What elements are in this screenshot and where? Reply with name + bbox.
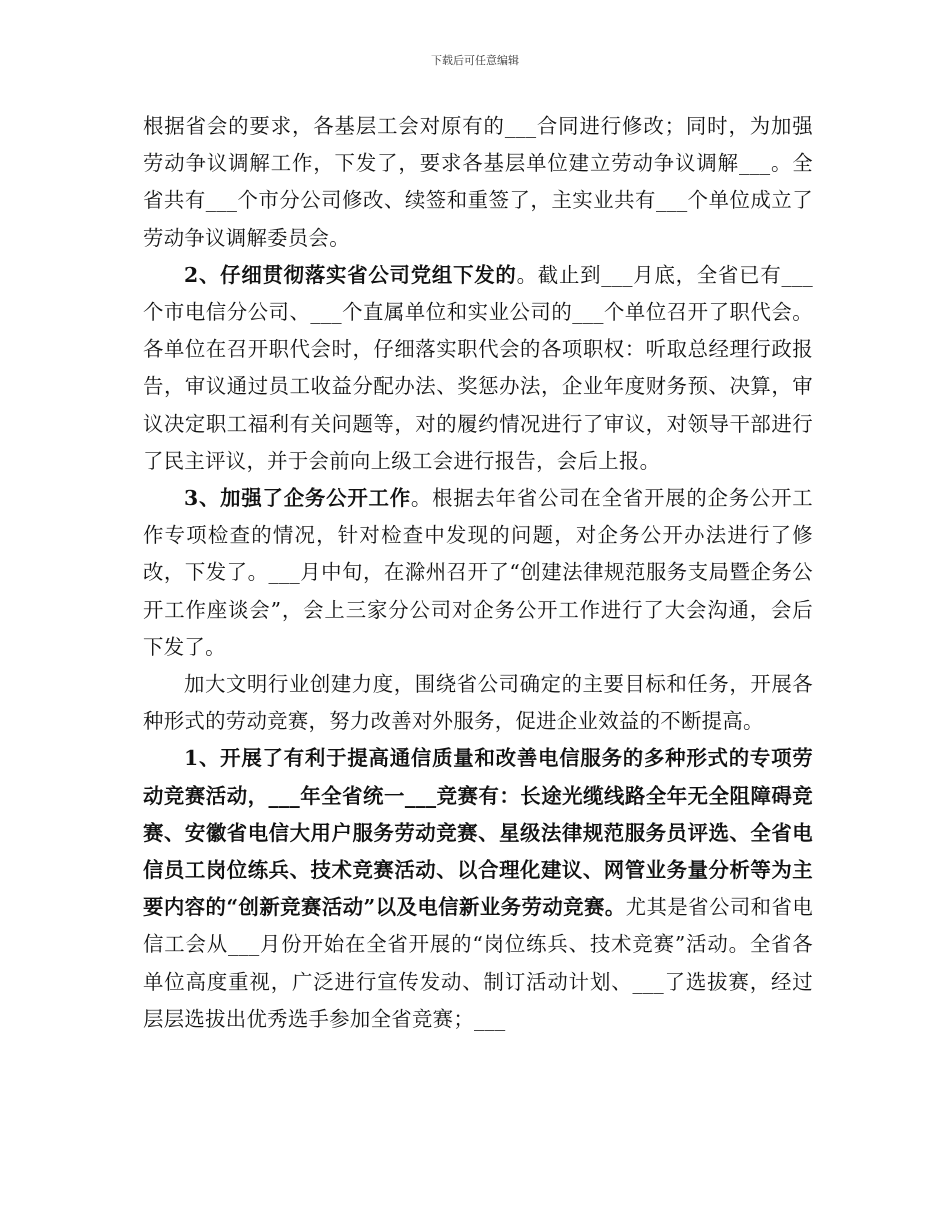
- paragraph-labor-competition: [143, 740, 813, 1038]
- paragraph-heading-labor-competition: 1、开展了有利于提高通信质量和改善电信服务的多种形式的专项劳动竞赛活动，___年全省统一___竞赛有：长途光缆线路全年无全阻障碍竞赛、安徽省电信大用户服务劳动竞赛、星级法律规范服务员评选、全省电信员工岗位练兵、技术竞赛活动、以合理化建议、网管业务量分析等为主要内容的“创新竞赛活动”以及电信新业务劳动竞赛。: [143, 746, 813, 920]
- document-body: [143, 108, 813, 1038]
- paragraph-labor-dispute: 根据省会的要求，各基层工会对原有的___合同进行修改；同时，为加强劳动争议调解工作，下发了，要求各基层单位建立劳动争议调解___。全省共有___个市分公司修改、续签和重签了，主实业共有___个单位成立了劳动争议调解委员会。: [143, 114, 813, 250]
- paragraph-civilized-industry: 加大文明行业创建力度，围绕省公司确定的主要目标和任务，开展各种形式的劳动竞赛，努力改善对外服务，促进企业效益的不断提高。: [143, 672, 813, 734]
- paragraph-heading-workers-congress: 2、仔细贯彻落实省公司党组下发的: [184, 262, 517, 287]
- paragraph-heading-affairs-disclosure: 3、加强了企务公开工作: [184, 486, 411, 511]
- paragraph-affairs-disclosure: [143, 480, 813, 666]
- paragraph-text-affairs-disclosure: 。根据去年省公司在全省开展的企务公开工作专项检查的情况，针对检查中发现的问题，对企务公开办法进行了修改，下发了。___月中旬，在滁州召开了“创建法律规范服务支局暨企务公开工作座谈会”，会上三家分公司对企务公开工作进行了大会沟通，会后下发了。: [143, 486, 813, 659]
- paragraph-text-workers-congress: 。截止到___月底，全省已有___个市电信分公司、___个直属单位和实业公司的___个单位召开了职代会。各单位在召开职代会时，仔细落实职代会的各项职权：听取总经理行政报告，审议通过员工收益分配办法、奖惩办法，企业年度财务预、决算，审议决定职工福利有关问题等，对的履约情况进行了审议，对领导干部进行了民主评议，并于会前向上级工会进行报告，会后上报。: [143, 262, 813, 473]
- paragraph-workers-congress: [143, 257, 813, 480]
- page-header: 下载后可任意编辑: [431, 54, 519, 67]
- paragraph-text-labor-competition: 尤其是省公司和省电信工会从___月份开始在全省开展的“岗位练兵、技术竞赛”活动。全省各单位高度重视，广泛进行宣传发动、制订活动计划、___了选拔赛，经过层层选拔出优秀选手参加全省竞赛；___: [143, 895, 814, 1031]
